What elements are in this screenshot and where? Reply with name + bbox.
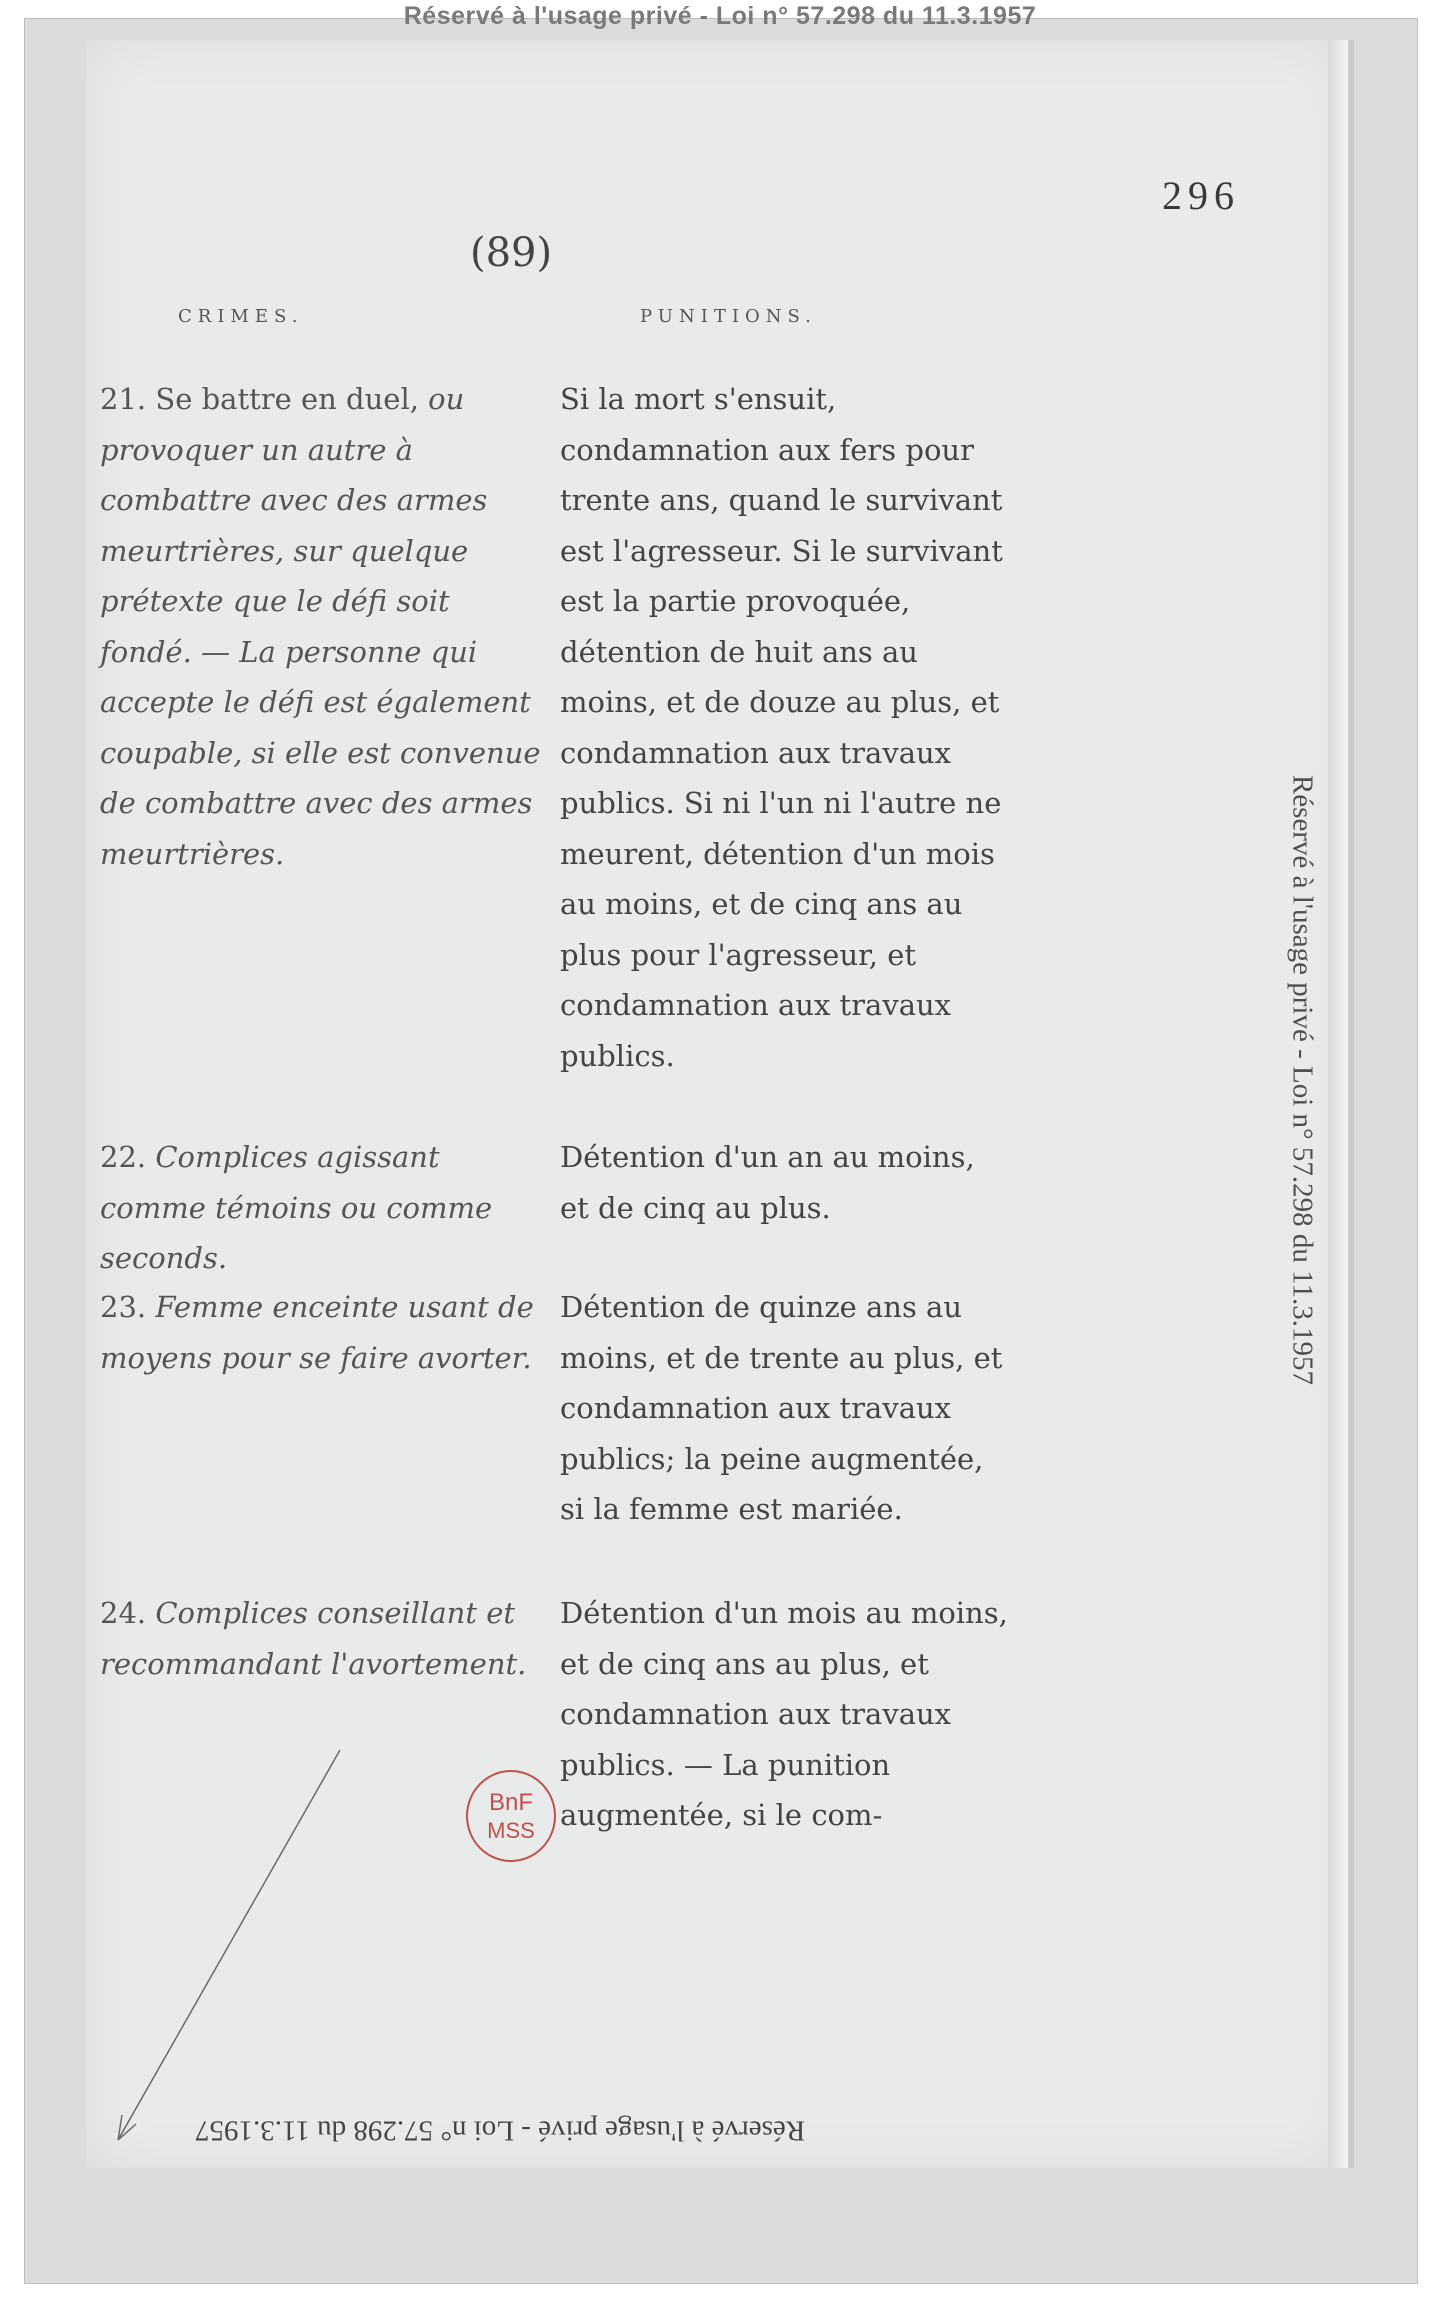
top-copyright-stamp: Réservé à l'usage privé - Loi n° 57.298 du 11.3.1957 (403, 2, 1037, 30)
bottom-copyright-stamp: Réservé à l'usage privé - Loi n° 57.298 du 11.3.1957 (194, 2114, 806, 2147)
punishment-22: Détention d'un an au moins, et de cinq au plus. (560, 1140, 975, 1225)
crime-number: 21. (100, 382, 147, 416)
crime-lead: Se battre en duel, (155, 382, 419, 416)
page-number: (89) (470, 230, 553, 276)
punishment-23: Détention de quinze ans au moins, et de trente au plus, et condamnation aux travaux publics; la peine augmentée, si la femme est mariée. (560, 1290, 1003, 1526)
column-heading-punitions: PUNITIONS. (640, 306, 817, 327)
stamp-line-bnf: BnF (488, 1789, 534, 1816)
crime-text: Complices conseillant et recommandant l'avortement. (100, 1596, 527, 1681)
crime-number: 24. (100, 1596, 147, 1630)
stamp-line-mss: MSS (487, 1818, 535, 1843)
crime-text: ou provoquer un autre à combattre avec des armes meurtrières, sur quelque prétexte que le défi soit fondé. — La personne qui accepte le défi est également coupable, si elle est convenue de combattre avec des armes meurtrières. (100, 382, 541, 871)
crime-number: 22. (100, 1140, 147, 1174)
crime-number: 23. (100, 1290, 147, 1324)
column-heading-crimes: CRIMES. (178, 306, 304, 327)
folio-number: 296 (1162, 173, 1240, 218)
punishment-24: Détention d'un mois au moins, et de cinq ans au plus, et condamnation aux travaux publics. — La punition augmentée, si le com- (560, 1596, 1008, 1832)
crime-text: Femme enceinte usant de moyens pour se faire avorter. (100, 1290, 534, 1375)
side-copyright-stamp: Réservé à l'usage privé - Loi n° 57.298 du 11.3.1957 (1286, 774, 1319, 1386)
crime-text: Complices agissant comme témoins ou comme seconds. (100, 1140, 493, 1275)
punishment-21: Si la mort s'ensuit, condamnation aux fers pour trente ans, quand le survivant est l'agresseur. Si le survivant est la partie provoquée, détention de huit ans au moins, et de douze au plus, et condamnation aux travaux publics. Si ni l'un ni l'autre ne meurent, détention d'un mois au moins, et de cinq ans au plus pour l'agresseur, et condamnation aux travaux publics. (560, 382, 1003, 1073)
